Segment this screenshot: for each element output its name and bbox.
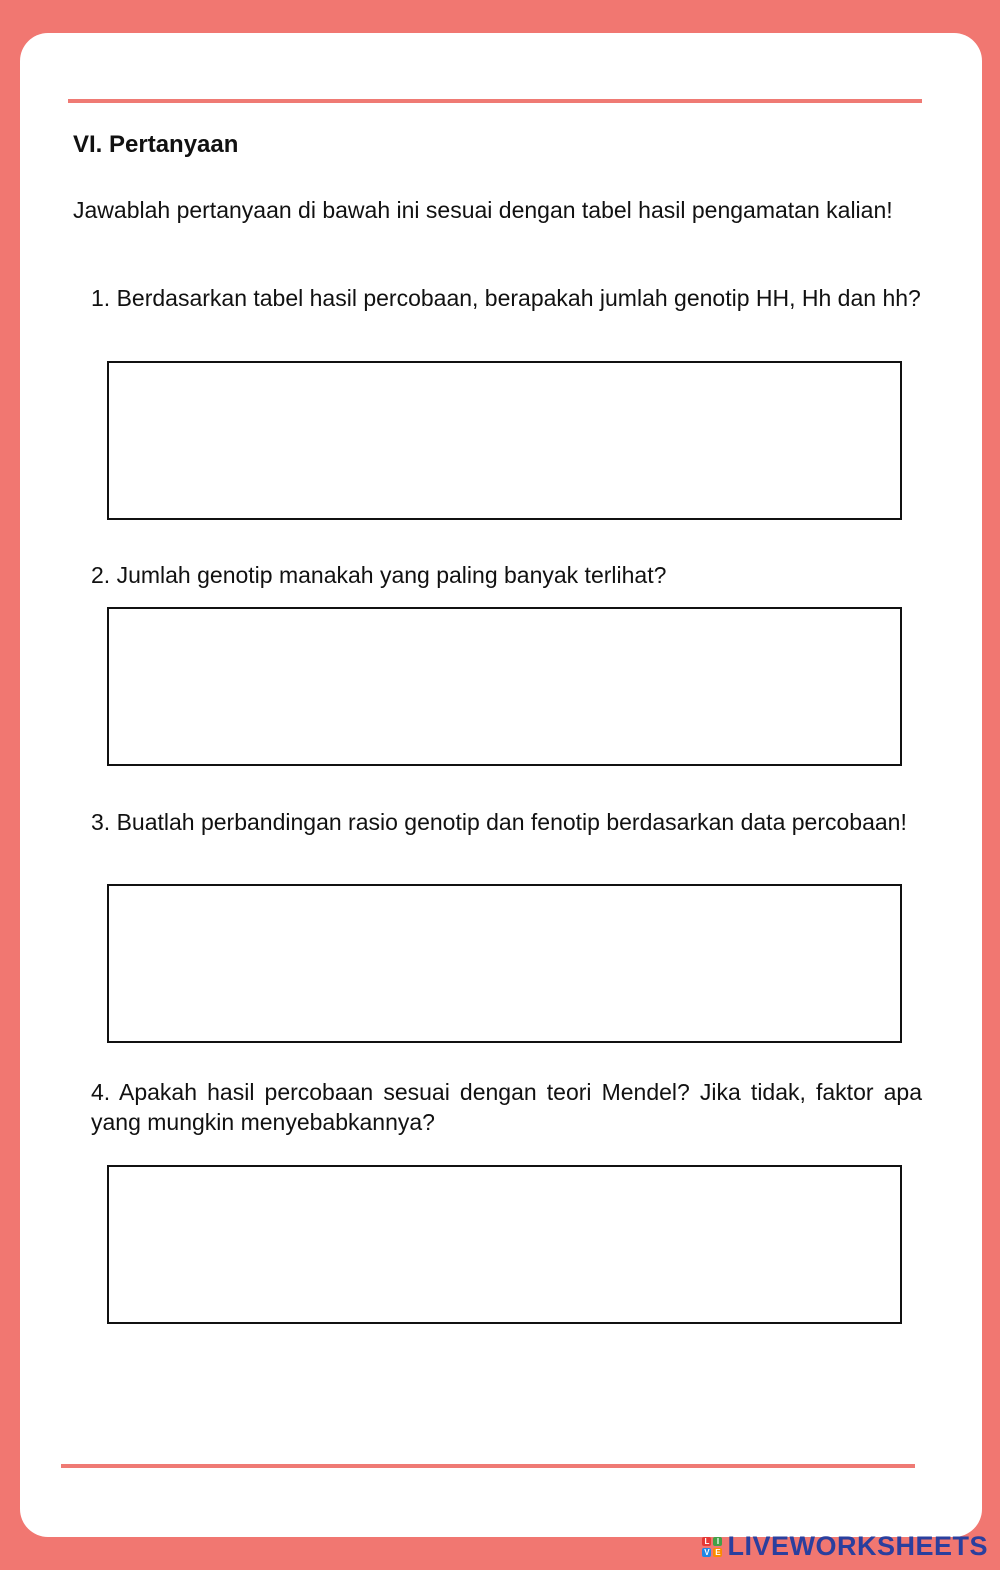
logo-letter-l: L xyxy=(702,1537,711,1546)
question-1: 1. Berdasarkan tabel hasil percobaan, berapakah jumlah genotip HH, Hh dan hh? xyxy=(91,285,921,311)
instructions-text: Jawablah pertanyaan di bawah ini sesuai dengan tabel hasil pengamatan kalian! xyxy=(73,197,893,223)
question-4: 4. Apakah hasil percobaan sesuai dengan teori Mendel? Jika tidak, faktor apa yang mungkin menyebabkannya? xyxy=(91,1079,922,1135)
answer-box-2[interactable] xyxy=(107,607,902,766)
top-divider xyxy=(68,99,922,103)
answer-box-1[interactable] xyxy=(107,361,902,520)
logo-letter-v: V xyxy=(704,1547,710,1557)
question-3: 3. Buatlah perbandingan rasio genotip dan fenotip berdasarkan data percobaan! xyxy=(91,809,907,835)
question-2: 2. Jumlah genotip manakah yang paling banyak terlihat? xyxy=(91,562,667,588)
logo-letter-i: I xyxy=(713,1537,722,1546)
liveworksheets-wordmark: LIVEWORKSHEETS xyxy=(727,1531,988,1561)
liveworksheets-logo xyxy=(702,1531,988,1562)
liveworksheets-icon xyxy=(702,1537,722,1557)
answer-box-3[interactable] xyxy=(107,884,902,1043)
logo-letter-e: E xyxy=(715,1547,721,1557)
section-title: VI. Pertanyaan xyxy=(73,131,239,158)
bottom-divider xyxy=(61,1464,915,1468)
answer-box-4[interactable] xyxy=(107,1165,902,1324)
